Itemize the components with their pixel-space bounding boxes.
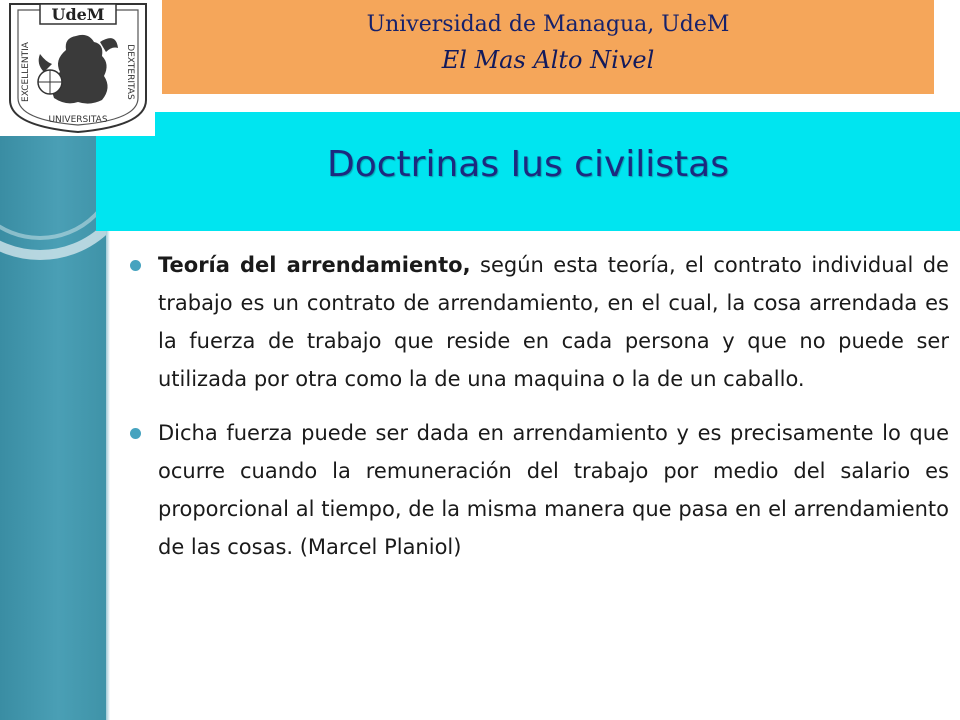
logo-container	[0, 0, 155, 136]
logo-bottom-text: UNIVERSITAS	[48, 115, 108, 125]
logo-right-text: DEXTERITAS	[125, 44, 135, 100]
logo-top-text: UdeM	[51, 5, 105, 24]
bullet-dot-icon	[130, 428, 141, 439]
bullet-bold-lead: Teoría del arrendamiento,	[158, 253, 471, 277]
bullet-text: Dicha fuerza puede ser dada en arrendamiento y es precisamente lo que ocurre cuando la remuneración del trabajo por medio del salario es proporcional al tiempo, de la misma manera que pasa en el arrendamiento de las cosas. (Marcel Planiol)	[158, 421, 949, 559]
bullet-dot-icon	[130, 260, 141, 271]
bullet-item	[126, 414, 949, 566]
logo-left-text: EXCELLENTIA	[21, 42, 31, 102]
header-banner	[162, 0, 934, 94]
bullet-item	[126, 246, 949, 398]
slide-content	[126, 246, 949, 582]
title-bar	[96, 112, 960, 231]
slide-title: Doctrinas Ius civilistas	[327, 144, 729, 185]
university-motto: El Mas Alto Nivel	[441, 46, 655, 74]
university-name: Universidad de Managua, UdeM	[366, 12, 730, 37]
bullet-text: según esta teoría, el contrato individual de trabajo es un contrato de arrendamiento, en el cual, la cosa arrendada es la fuerza de trabajo que reside en cada persona y que no puede ser utilizada por otra como la de una maquina o la de un caballo.	[158, 253, 949, 391]
university-crest-logo	[4, 2, 152, 134]
